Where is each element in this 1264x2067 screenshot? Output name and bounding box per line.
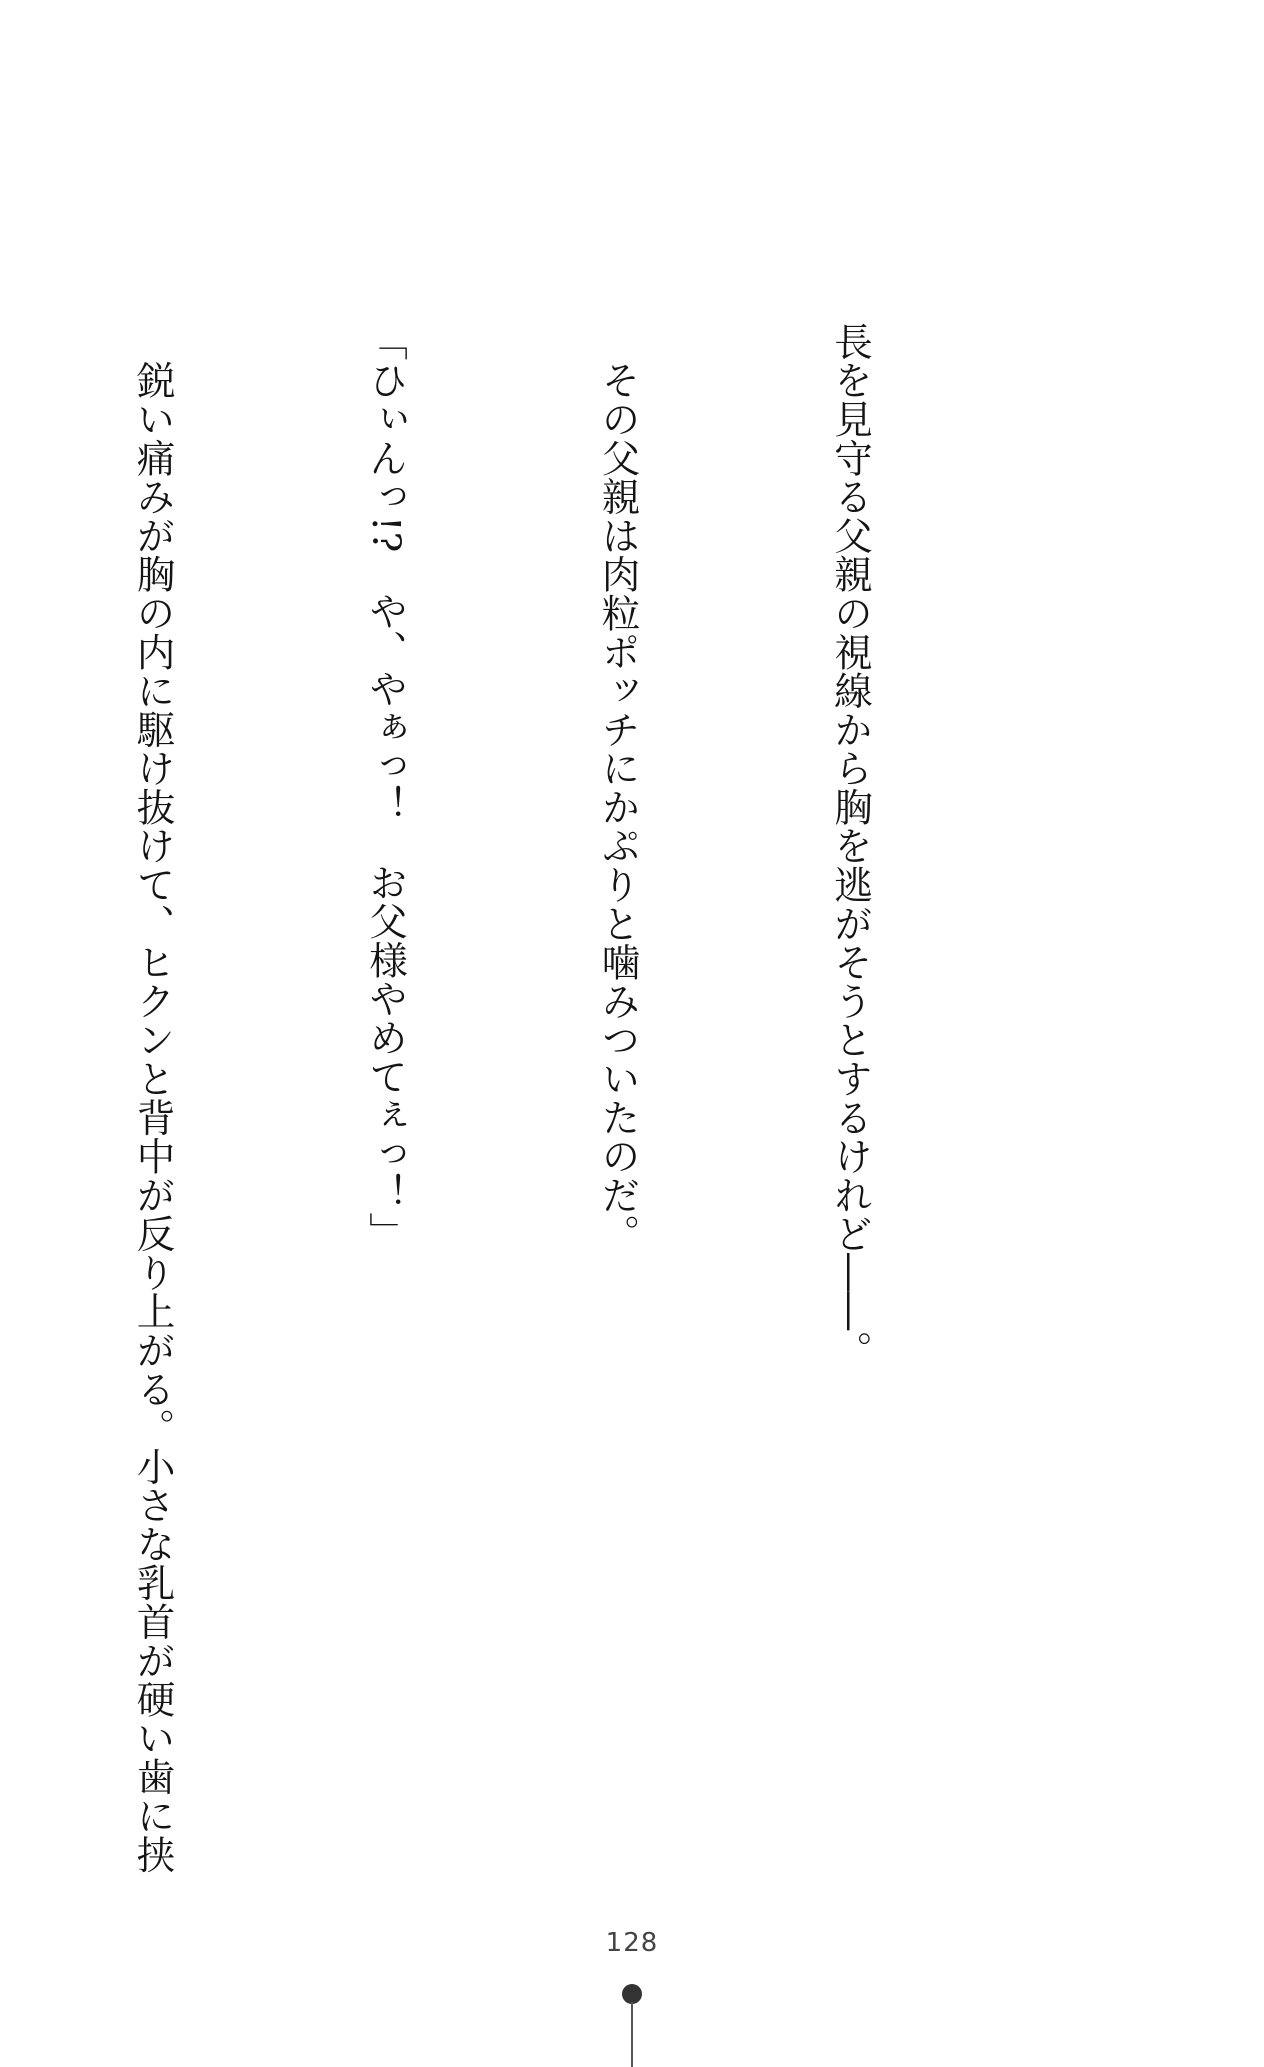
text-column: 「ひぃんっ!? や、やぁっ！ お父様やめてぇっ！」 <box>363 322 408 1251</box>
text-column: その父親は肉粒ポッチにかぷりと噛みついたのだ。 <box>595 322 641 1253</box>
page-number: 128 <box>605 1928 659 1958</box>
folio-line-divider <box>631 2002 633 2067</box>
folio-dot-icon <box>622 1984 642 2004</box>
text-column: 長を見守る父親の視線から胸を逃がそうとするけれど――。 <box>828 322 873 1370</box>
vertical-body-text <box>0 322 1044 1874</box>
text-column: 鋭い痛みが胸の内に駆け抜けて、ヒクンと背中が反り上がる。小さな乳首が硬い歯に挟 <box>130 322 176 1874</box>
